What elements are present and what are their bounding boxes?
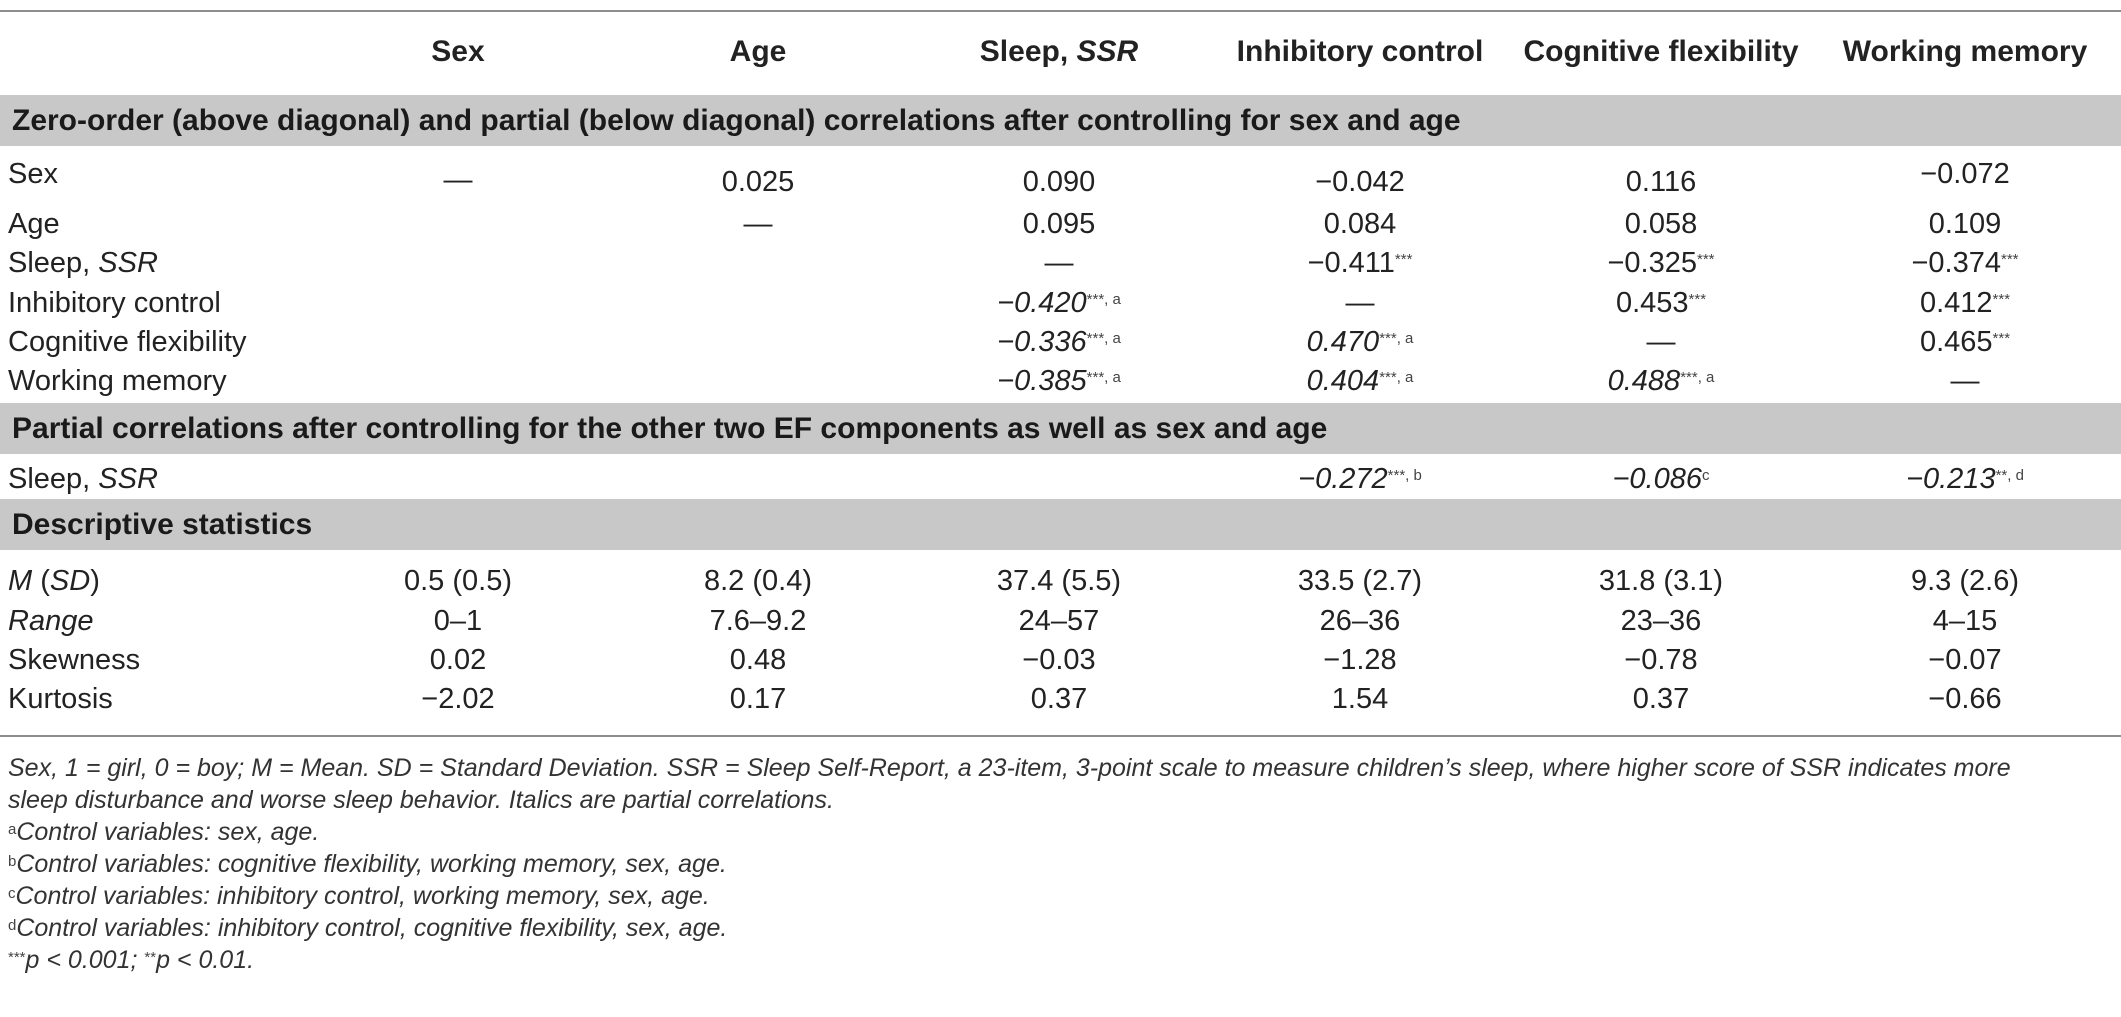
- cell-age: 7.6–9.2: [709, 605, 807, 637]
- cell-inhibitory: [1230, 361, 1490, 401]
- footnote-marker: a: [8, 821, 17, 838]
- col-header-sex: Sex: [431, 35, 485, 68]
- cell-sex: —: [443, 164, 473, 196]
- sig-marker: ***: [1992, 291, 2011, 308]
- cell-sleep: [929, 322, 1189, 362]
- cell-inhibitory: 0.084: [1323, 208, 1397, 240]
- cell-working: −0.072: [1920, 158, 2010, 190]
- section-band-partial: [0, 403, 2121, 454]
- cell-value: 0.465: [1919, 326, 1993, 358]
- cell-working: [1835, 459, 2095, 499]
- row-label: Sex: [8, 158, 58, 190]
- sig-marker: ***, a: [1086, 330, 1121, 347]
- row-label: [8, 243, 158, 283]
- section-title: Partial correlations after controlling for the other two EF components as well as sex and age: [12, 412, 1328, 445]
- cell-cognitive: [1531, 459, 1791, 499]
- cell-cognitive: 0.37: [1632, 683, 1690, 715]
- cell-sex: 0.02: [429, 644, 487, 676]
- cell-age: 0.48: [729, 644, 787, 676]
- cell-working: 9.3 (2.6): [1911, 565, 2019, 597]
- row-label: [8, 561, 100, 601]
- row-label: Age: [8, 208, 60, 240]
- sig-marker: ***, b: [1387, 467, 1422, 484]
- cell-working: [1835, 322, 2095, 362]
- cell-inhibitory: 1.54: [1331, 683, 1389, 715]
- row-label: Range: [8, 605, 94, 637]
- cell-value: −0.420: [997, 287, 1087, 319]
- sig-marker: ***, a: [1379, 330, 1414, 347]
- sig-marker: ***: [1394, 251, 1413, 268]
- cell-working: —: [1950, 365, 1980, 397]
- cell-cognitive: [1531, 283, 1791, 323]
- footnote-text: Control variables: cognitive flexibility, working memory, sex, age.: [16, 850, 727, 878]
- cell-sex: 0.5 (0.5): [404, 565, 512, 597]
- cell-cognitive: 0.116: [1625, 166, 1697, 198]
- footnote-marker: d: [8, 917, 17, 934]
- section-band-correlations: [0, 95, 2121, 146]
- cell-inhibitory: [1230, 459, 1490, 499]
- cell-age: —: [743, 208, 773, 240]
- cell-sex: 0–1: [433, 605, 483, 637]
- col-header-working: Working memory: [1842, 35, 2088, 68]
- footnote-text: p < 0.01.: [156, 946, 255, 974]
- footnote-text: Control variables: inhibitory control, cognitive flexibility, sex, age.: [16, 914, 728, 942]
- footnote-b: [8, 848, 2108, 880]
- cell-sex: −2.02: [421, 683, 495, 715]
- cell-cognitive: −0.78: [1624, 644, 1698, 676]
- cell-sleep: 0.37: [1030, 683, 1088, 715]
- cell-value: −0.086: [1612, 463, 1702, 495]
- footnote-d: [8, 912, 2108, 944]
- cell-working: −0.66: [1928, 683, 2002, 715]
- row-label: [8, 459, 158, 499]
- footnote-a: [8, 816, 2108, 848]
- col-header-inhibitory: Inhibitory control: [1236, 35, 1484, 68]
- cell-inhibitory: —: [1345, 287, 1375, 319]
- sig-marker: ***: [1688, 291, 1707, 308]
- cell-working: 0.109: [1928, 208, 2002, 240]
- cell-working: −0.07: [1928, 644, 2002, 676]
- row-label: Kurtosis: [8, 683, 113, 715]
- col-header-age: Age: [729, 35, 787, 68]
- cell-value: 0.470: [1306, 326, 1380, 358]
- cell-inhibitory: [1230, 243, 1490, 283]
- cell-sleep: −0.03: [1022, 644, 1096, 676]
- cell-sleep: [929, 283, 1189, 323]
- footnote-text: p < 0.001;: [25, 946, 145, 974]
- row-label-text: Sleep,: [8, 463, 99, 495]
- cell-value: −0.411: [1307, 247, 1395, 279]
- footnote-marker: ***: [8, 949, 26, 966]
- cell-value: 0.488: [1607, 365, 1681, 397]
- footnote-marker: b: [8, 853, 17, 870]
- section-band-descriptive: [0, 499, 2121, 550]
- row-label-text: Sleep,: [8, 247, 99, 279]
- row-label: Skewness: [8, 644, 141, 676]
- cell-working: [1835, 283, 2095, 323]
- sig-marker: ***, a: [1086, 369, 1121, 386]
- sig-marker: ***, a: [1086, 291, 1121, 308]
- cell-age: 0.025: [721, 166, 795, 198]
- cell-age: 0.17: [729, 683, 787, 715]
- cell-cognitive: [1531, 361, 1791, 401]
- cell-inhibitory: [1230, 322, 1490, 362]
- footnote-line: Sex, 1 = girl, 0 = boy; M = Mean. SD = Standard Deviation. SSR = Sleep Self-Report, a 23-item, 3-point scale to measure children’s sleep, where higher score of SSR indicates more: [8, 754, 2011, 782]
- sig-marker: **, d: [1995, 467, 2024, 484]
- cell-inhibitory: 26–36: [1319, 605, 1401, 637]
- cell-cognitive: 0.058: [1624, 208, 1698, 240]
- sig-marker: ***: [1992, 330, 2011, 347]
- cell-sleep: [929, 361, 1189, 401]
- table-footnotes: [8, 752, 2108, 976]
- row-label: Working memory: [8, 365, 227, 397]
- sig-marker: ***: [1697, 251, 1715, 268]
- footnote-pvalues: [8, 944, 2108, 976]
- section-title: Descriptive statistics: [12, 508, 313, 541]
- row-label-paren-close: ): [90, 565, 100, 597]
- row-label: Inhibitory control: [8, 287, 221, 319]
- row-label: Cognitive flexibility: [8, 326, 247, 358]
- cell-value: −0.272: [1298, 463, 1388, 495]
- sig-marker: c: [1702, 467, 1710, 484]
- row-label-m: M: [8, 565, 33, 597]
- header-row: [0, 30, 2121, 74]
- cell-sleep: 0.095: [1022, 208, 1096, 240]
- footnote-marker: **: [144, 949, 157, 966]
- row-label-paren-open: (: [32, 565, 50, 597]
- row-label-ssr: SSR: [98, 247, 158, 279]
- cell-cognitive: 23–36: [1620, 605, 1702, 637]
- cell-working: 4–15: [1932, 605, 1998, 637]
- row-label-sd: SD: [49, 565, 91, 597]
- cell-age: 8.2 (0.4): [704, 565, 812, 597]
- cell-value: 0.412: [1919, 287, 1993, 319]
- row-label-ssr: SSR: [98, 463, 158, 495]
- col-header-cognitive: Cognitive flexibility: [1523, 35, 1799, 68]
- footnote-line: sleep disturbance and worse sleep behavior. Italics are partial correlations.: [8, 786, 834, 814]
- cell-inhibitory: −1.28: [1323, 644, 1397, 676]
- bottom-rule: [0, 735, 2121, 737]
- footnote-text: Control variables: sex, age.: [16, 818, 320, 846]
- cell-value: 0.404: [1306, 365, 1380, 397]
- col-header-sleep-text: Sleep,: [979, 35, 1077, 68]
- cell-cognitive: —: [1646, 326, 1676, 358]
- footnote-marker: c: [8, 885, 16, 902]
- cell-working: [1835, 243, 2095, 283]
- top-rule: [0, 10, 2121, 12]
- cell-inhibitory: −0.042: [1315, 166, 1405, 198]
- cell-value: −0.213: [1906, 463, 1996, 495]
- cell-value: −0.385: [997, 365, 1087, 397]
- footnote-c: [8, 880, 2108, 912]
- sig-marker: ***, a: [1680, 369, 1715, 386]
- col-header-sleep-ssr: SSR: [1076, 35, 1139, 68]
- cell-cognitive: [1531, 243, 1791, 283]
- cell-sleep: 24–57: [1018, 605, 1100, 637]
- cell-sleep: 0.090: [1022, 166, 1096, 198]
- cell-inhibitory: 33.5 (2.7): [1297, 565, 1423, 597]
- cell-value: −0.336: [997, 326, 1087, 358]
- col-header-sleep: [899, 30, 1219, 74]
- cell-value: 0.453: [1615, 287, 1689, 319]
- cell-value: −0.374: [1911, 247, 2001, 279]
- sig-marker: ***, a: [1379, 369, 1414, 386]
- section-title: Zero-order (above diagonal) and partial (below diagonal) correlations after controlling for sex and age: [12, 104, 1461, 137]
- sig-marker: ***: [2001, 251, 2019, 268]
- cell-value: −0.325: [1607, 247, 1697, 279]
- cell-cognitive: 31.8 (3.1): [1598, 565, 1724, 597]
- cell-sleep: 37.4 (5.5): [996, 565, 1122, 597]
- footnote-text: Control variables: inhibitory control, working memory, sex, age.: [15, 882, 710, 910]
- cell-sleep: —: [1044, 247, 1074, 279]
